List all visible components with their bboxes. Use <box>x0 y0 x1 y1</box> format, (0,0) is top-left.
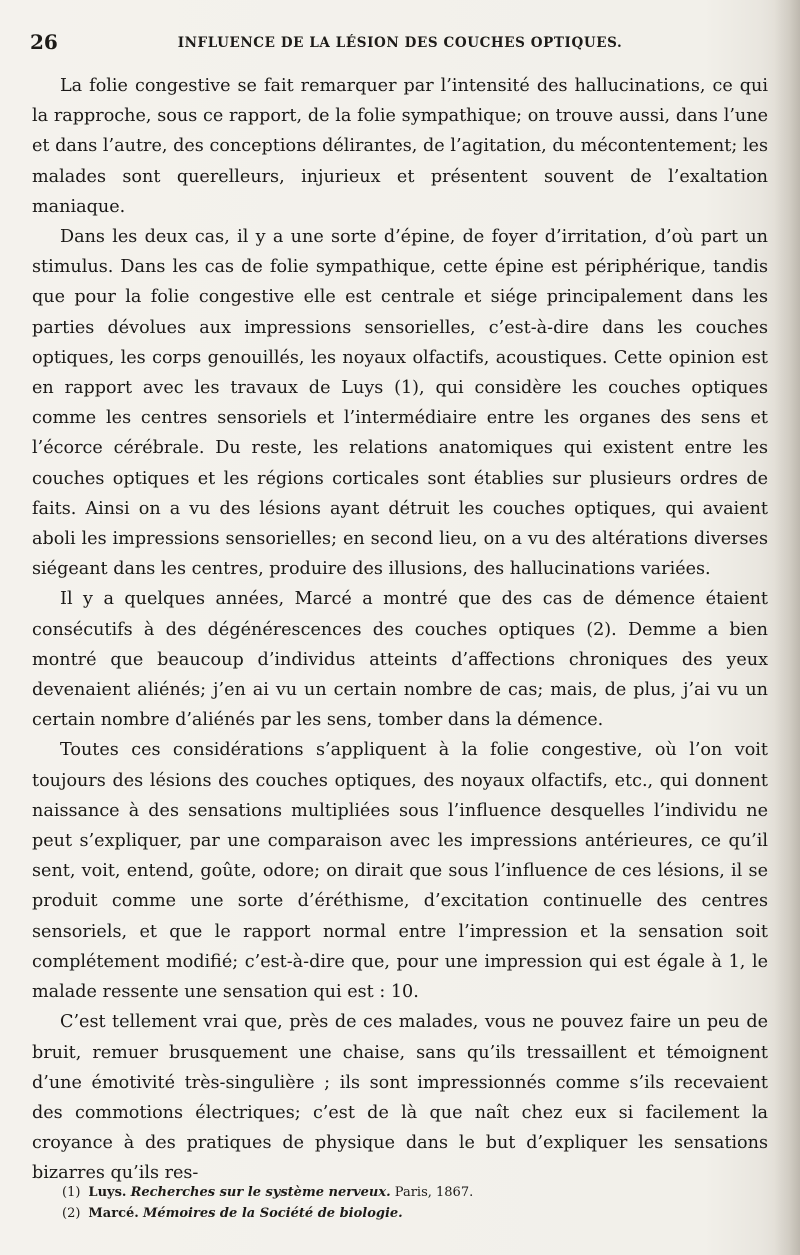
paragraph: Dans les deux cas, il y a une sorte d’épine, de foyer d’irritation, d’où part un stimulus. Dans les cas de folie sympathique, cette épine est périphérique, tandis que pour la folie congestive elle est centrale et siége principalement dans les parties dévolues aux impressions sensorielles, c’est-à-dire dans les couches optiques, les corps genouillés, les noyaux olfactifs, acoustiques. Cette opinion est en rapport avec les travaux de Luys (1), qui considère les couches optiques comme les centres sensoriels et l’intermédiaire entre les organes des sens et l’écorce cérébrale. Du reste, les relations anatomiques qui existent entre les couches optiques et les régions corticales sont établies sur plusieurs ordres de faits. Ainsi on a vu des lésions ayant détruit les couches optiques, qui avaient aboli les impressions sensorielles; en second lieu, on a vu des altérations diverses siégeant dans les centres, produire des illusions, des hallucinations variées. <box>32 227 768 580</box>
paragraph: C’est tellement vrai que, près de ces malades, vous ne pouvez faire un peu de bruit, remuer brusquement une chaise, sans qu’ils tressaillent et témoignent d’une émotivité très-singulière ; ils sont impressionnés comme s’ils recevaient des commotions électriques; c’est de là que naît chez eux si facilement la croyance à des pratiques de physique dans le but d’expliquer les sensations bizarres qu’ils res- <box>32 1012 768 1184</box>
footnote <box>62 1203 762 1224</box>
paragraph: La folie congestive se fait remarquer par l’intensité des hallucinations, ce qui la rapproche, sous ce rapport, de la folie sympathique; on trouve aussi, dans l’une et dans l’autre, des conceptions délirantes, de l’agitation, du mécontentement; les malades sont querelleurs, injurieux et présentent souvent de l’exaltation maniaque. <box>32 76 768 217</box>
page-gutter-shadow <box>774 0 800 1255</box>
running-head: INFLUENCE DE LA LÉSION DES COUCHES OPTIQUES. <box>177 35 623 51</box>
paragraph: Toutes ces considérations s’appliquent à la folie congestive, où l’on voit toujours des lésions des couches optiques, des noyaux olfactifs, etc., qui donnent naissance à des sensations multipliées sous l’influence desquelles l’individu ne peut s’expliquer, par une comparaison avec les impressions antérieures, ce qu’il sent, voit, entend, goûte, odore; on dirait que sous l’influence de ces lésions, il se produit comme une sorte d’éréthisme, d’excitation continuelle des centres sensoriels, et que le rapport normal entre l’impression et la sensation soit complétement modifié; c’est-à-dire que, pour une impression qui est égale à 1, le malade ressente une sensation qui est : 10. <box>32 740 768 1003</box>
page-number: 26 <box>30 30 58 54</box>
page-header <box>30 30 770 60</box>
footnote-title: Mémoires de la Société de biologie. <box>142 1206 403 1221</box>
paragraph: Il y a quelques années, Marcé a montré que des cas de démence étaient consécutifs à des dégénérescences des couches optiques (2). Demme a bien montré que beaucoup d’individus atteints d’affections chroniques des yeux devenaient aliénés; j’en ai vu un certain nombre de cas; mais, de plus, j’ai vu un certain nombre d’aliénés par les sens, tomber dans la démence. <box>32 589 768 731</box>
footnote-marker: (1) <box>62 1185 81 1200</box>
footnote <box>62 1182 762 1203</box>
footnote-author: Luys. <box>88 1185 127 1200</box>
footnote-marker: (2) <box>62 1206 81 1221</box>
footnote-author: Marcé. <box>88 1206 139 1221</box>
footnote-publication: Paris, 1867. <box>394 1185 474 1200</box>
footnote-title: Recherches sur le système nerveux. <box>130 1185 391 1200</box>
footnotes <box>62 1182 762 1224</box>
body-text <box>32 71 768 1189</box>
